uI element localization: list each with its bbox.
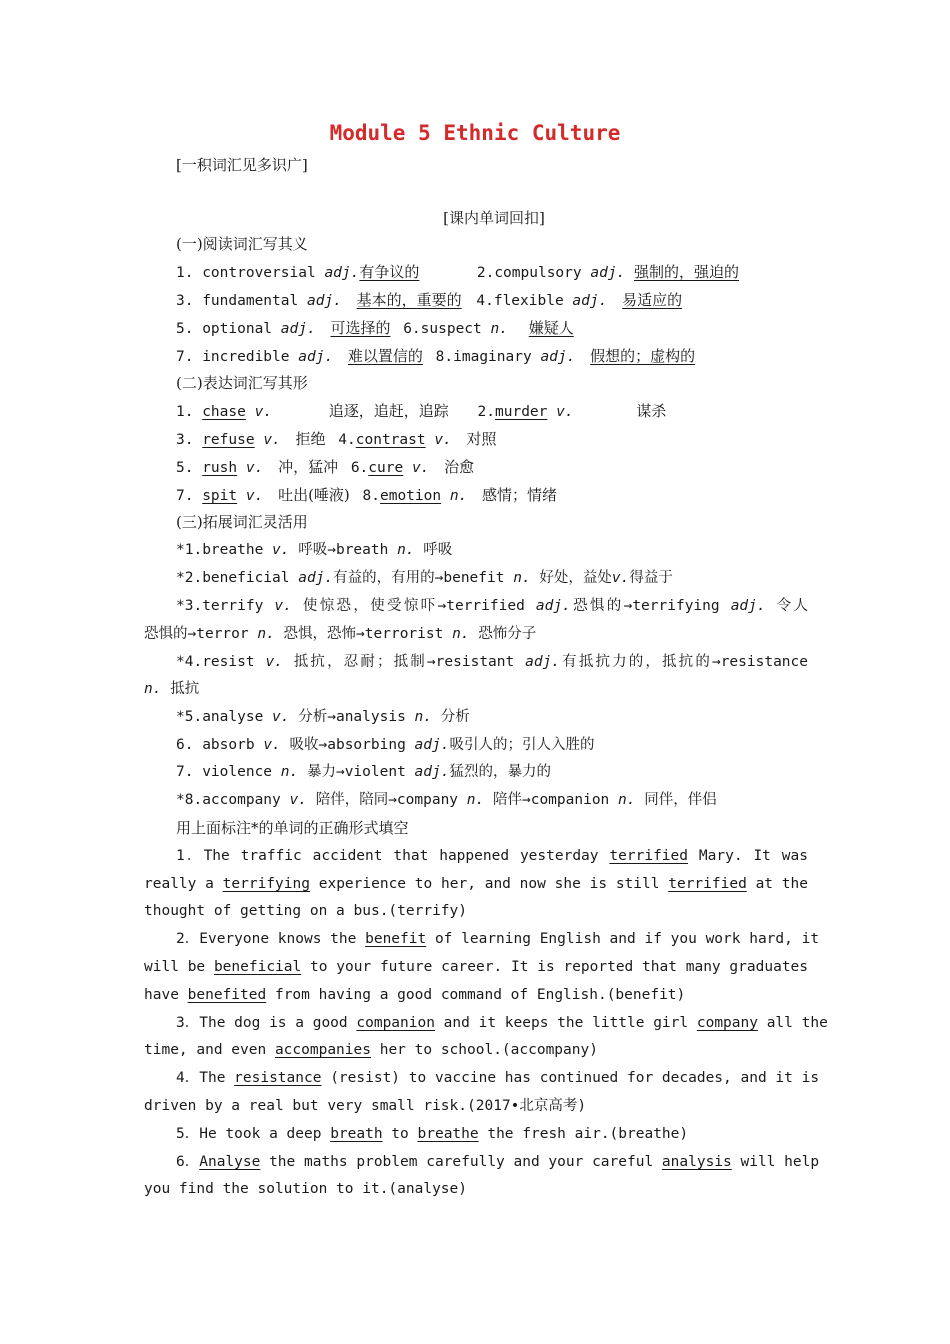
item-word: refuse xyxy=(202,432,255,448)
answer: breathe xyxy=(417,1126,479,1142)
pos-label: n. xyxy=(280,764,299,780)
text-run: 陪伴，陪同→company xyxy=(306,792,467,808)
answer: terrified xyxy=(668,876,747,892)
text-run: 恐怖分子 xyxy=(469,626,537,642)
item-word: chase xyxy=(202,404,246,420)
derivation-line xyxy=(176,734,840,756)
item-num: 1. xyxy=(176,265,194,281)
item-num: 5. xyxy=(176,460,194,476)
vocab-row xyxy=(176,289,840,311)
vocab-row xyxy=(176,317,840,339)
text-run: 暴力→violent xyxy=(298,764,415,780)
text-run: 分析→analysis xyxy=(289,709,415,725)
item-meaning: 吐出(唾液) xyxy=(278,486,350,504)
text-run: 呼吸→breath xyxy=(289,542,398,558)
item-pos: adj. xyxy=(324,265,360,281)
answer: beneficial xyxy=(213,959,302,975)
text-run: *8.accompany xyxy=(176,792,290,808)
text-run: 分析 xyxy=(432,709,470,725)
exercise-instruction: 用上面标注*的单词的正确形式填空 xyxy=(176,819,409,837)
text-run: will help xyxy=(731,1154,820,1170)
item-num: 4. xyxy=(476,293,494,309)
vocab-row xyxy=(176,261,840,283)
pos-label: adj. xyxy=(414,764,450,780)
pos-label: v. xyxy=(272,542,290,558)
derivation-line xyxy=(144,623,808,645)
derivation-line xyxy=(176,789,840,811)
answer: accompanies xyxy=(274,1042,371,1058)
item-num: 3. xyxy=(176,293,194,309)
pos-label: v. xyxy=(265,654,283,670)
item-meaning: 感情；情绪 xyxy=(482,486,558,504)
text-run: 有益的，有用的→benefit xyxy=(333,570,514,586)
text-run: 抵抗，忍耐；抵制→resistant xyxy=(282,654,526,670)
item-num: 6. xyxy=(403,321,421,337)
item-word: spit xyxy=(202,488,238,504)
text-run: 有抵抗力的，抵抗的→resistance xyxy=(560,654,808,670)
item-meaning: 强制的，强迫的 xyxy=(634,263,740,281)
answer: Analyse xyxy=(199,1154,261,1170)
text-run: 吸引人的；引人入胜的 xyxy=(449,737,595,753)
text-run: 6． xyxy=(176,1154,200,1170)
derivation-line xyxy=(176,539,840,561)
text-run: 好处，益处 xyxy=(530,570,612,586)
text-run: her to school.(accompany) xyxy=(370,1042,598,1058)
text-run: *2.beneficial xyxy=(176,570,299,586)
part2-heading: (二)表达词汇写其形 xyxy=(176,374,308,392)
derivation-line xyxy=(176,706,840,728)
exercise-line xyxy=(176,1067,820,1089)
text-run: from having a good command of English.(benefit) xyxy=(266,987,686,1003)
text-run: 同伴，伴侣 xyxy=(635,792,717,808)
item-pos: v. xyxy=(263,432,281,448)
item-word: cure xyxy=(368,460,404,476)
pos-label: n. xyxy=(452,626,470,642)
item-num: 7. xyxy=(176,488,194,504)
text-run: 抵抗 xyxy=(161,681,200,697)
text-run: 恐惧的→terror xyxy=(144,626,258,642)
text-run: 令人 xyxy=(765,598,808,614)
derivation-line xyxy=(176,595,808,617)
item-word: suspect xyxy=(420,321,482,337)
item-pos: n. xyxy=(490,321,508,337)
text-run: have xyxy=(144,987,188,1003)
item-meaning: 追逐，追赶，追踪 xyxy=(328,402,449,420)
item-meaning: 难以置信的 xyxy=(347,347,423,365)
item-pos: adj. xyxy=(540,349,576,365)
text-run: experience to her, and now she is still xyxy=(309,876,669,892)
text-run: 恐惧的→terrifying xyxy=(570,598,731,614)
text-run: 1．The traffic accident that happened yesterday xyxy=(176,848,610,864)
text-run: the maths problem carefully and your careful xyxy=(260,1154,662,1170)
pos-label: adj. xyxy=(535,598,571,614)
item-num: 6. xyxy=(350,460,369,476)
pos-label: n. xyxy=(397,542,415,558)
pos-label: adj. xyxy=(414,737,450,753)
exercise-line xyxy=(176,928,820,950)
derivation-line xyxy=(176,651,808,673)
text-run: at the xyxy=(746,876,808,892)
item-word: fundamental xyxy=(202,293,299,309)
item-pos: adj. xyxy=(298,349,334,365)
page-title: Module 5 Ethnic Culture xyxy=(329,121,621,145)
answer: company xyxy=(696,1015,758,1031)
item-pos: n. xyxy=(449,488,468,504)
vocab-row xyxy=(176,484,840,506)
exercise-line xyxy=(144,873,808,895)
answer: companion xyxy=(356,1015,435,1031)
exercise-line xyxy=(144,1039,808,1061)
item-meaning: 基本的，重要的 xyxy=(356,291,462,309)
item-num: 8. xyxy=(435,349,454,365)
text-run: 7. violence xyxy=(176,764,281,780)
text-run: 猛烈的，暴力的 xyxy=(449,764,551,780)
text-run: *4.resist xyxy=(176,654,266,670)
item-pos: v. xyxy=(434,432,452,448)
answer: benefit xyxy=(365,931,427,947)
text-run: to your future career. It is reported that many graduates xyxy=(301,959,809,975)
item-num: 7. xyxy=(176,349,194,365)
part1-heading: (一)阅读词汇写其义 xyxy=(176,235,308,253)
answer: benefited xyxy=(187,987,267,1003)
item-word: murder xyxy=(495,404,548,420)
derivation-line xyxy=(176,567,840,589)
answer: terrifying xyxy=(222,876,310,892)
item-pos: v. xyxy=(245,460,264,476)
text-run: of learning English and if you work hard, it xyxy=(426,931,820,947)
text-run: to xyxy=(382,1126,418,1142)
item-meaning: 冲，猛冲 xyxy=(278,458,339,476)
text-run: all the xyxy=(757,1015,828,1031)
item-pos: v. xyxy=(411,460,430,476)
section-header: [一积词汇见多识广] xyxy=(176,156,308,174)
item-num: 4. xyxy=(338,432,356,448)
vocab-row xyxy=(176,428,840,450)
exercise-line: you find the solution to it.(analyse) xyxy=(144,1181,468,1197)
exercise-line xyxy=(144,956,808,978)
item-word: emotion xyxy=(379,488,442,504)
pos-label: v. xyxy=(289,792,307,808)
pos-label: adj. xyxy=(298,570,334,586)
answer: terrified xyxy=(609,848,688,864)
text-run: 6. absorb xyxy=(176,737,264,753)
pos-label: adj. xyxy=(525,654,561,670)
text-run: 得益于 xyxy=(629,570,673,586)
text-run: (resist) to vaccine has continued for decades, and it is xyxy=(321,1070,820,1086)
item-num: 1. xyxy=(176,404,194,420)
exercise-line xyxy=(176,1151,820,1173)
text-run: the fresh air.(breathe) xyxy=(478,1126,689,1142)
text-run: 3．The dog is a good xyxy=(176,1015,357,1031)
item-word: optional xyxy=(202,321,273,337)
pos-label: n. xyxy=(414,709,432,725)
part3-heading: (三)拓展词汇灵活用 xyxy=(176,513,308,531)
item-pos: v. xyxy=(556,404,574,420)
item-num: 2. xyxy=(476,265,495,281)
item-word: controversial xyxy=(202,265,316,281)
item-num: 3. xyxy=(176,432,194,448)
item-meaning: 可选择的 xyxy=(330,319,391,337)
text-run: 吸收→absorbing xyxy=(280,737,415,753)
item-meaning: 有争议的 xyxy=(359,263,420,281)
text-run: 2．Everyone knows the xyxy=(176,931,366,947)
item-meaning: 易适应的 xyxy=(622,291,683,309)
vocab-row xyxy=(176,345,840,367)
answer: breath xyxy=(330,1126,383,1142)
item-pos: adj. xyxy=(306,293,342,309)
pos-label: v. xyxy=(611,570,630,586)
item-pos: adj. xyxy=(590,265,626,281)
item-word: compulsory xyxy=(494,265,582,281)
item-pos: adj. xyxy=(280,321,316,337)
text-run: really a xyxy=(144,876,223,892)
exercise-line xyxy=(176,845,808,867)
text-run: will be xyxy=(144,959,214,975)
item-meaning: 治愈 xyxy=(444,458,475,476)
pos-label: v. xyxy=(274,598,292,614)
pos-label: n. xyxy=(144,681,162,697)
item-num: 8. xyxy=(362,488,380,504)
item-pos: adj. xyxy=(572,293,608,309)
item-meaning: 嫌疑人 xyxy=(528,319,574,337)
text-run: Mary. It was xyxy=(688,848,808,864)
vocab-row xyxy=(176,456,840,478)
pos-label: n. xyxy=(466,792,485,808)
text-run: time, and even xyxy=(144,1042,275,1058)
item-word: incredible xyxy=(202,349,290,365)
derivation-line xyxy=(144,678,808,700)
pos-label: v. xyxy=(263,737,281,753)
item-word: contrast xyxy=(355,432,426,448)
exercise-line xyxy=(176,1012,828,1034)
text-run: 4．The xyxy=(176,1070,235,1086)
sub-header: [课内单词回扣] xyxy=(443,209,545,227)
derivation-line xyxy=(176,761,840,783)
pos-label: adj. xyxy=(730,598,766,614)
text-run: *5.analyse xyxy=(176,709,273,725)
text-run: 使惊恐，使受惊吓→terrified xyxy=(291,598,536,614)
item-word: rush xyxy=(202,460,238,476)
item-word: imaginary xyxy=(453,349,532,365)
text-run: 恐惧，恐怖→terrorist xyxy=(274,626,453,642)
item-word: flexible xyxy=(493,293,564,309)
exercise-line xyxy=(144,984,808,1006)
exercise-line xyxy=(176,1123,840,1145)
item-num: 2. xyxy=(477,404,496,420)
item-meaning: 谋杀 xyxy=(636,402,667,420)
item-num: 5. xyxy=(176,321,194,337)
item-pos: v. xyxy=(245,488,264,504)
answer: analysis xyxy=(661,1154,732,1170)
pos-label: n. xyxy=(513,570,531,586)
pos-label: n. xyxy=(618,792,636,808)
text-run: *1.breathe xyxy=(176,542,273,558)
exercise-line: thought of getting on a bus.(terrify) xyxy=(144,903,468,919)
pos-label: n. xyxy=(257,626,275,642)
text-run: *3.terrify xyxy=(176,598,275,614)
text-run: 陪伴→companion xyxy=(484,792,619,808)
text-run: and it keeps the little girl xyxy=(434,1015,697,1031)
item-meaning: 假想的；虚构的 xyxy=(590,347,696,365)
item-pos: v. xyxy=(254,404,273,420)
item-meaning: 对照 xyxy=(466,430,497,448)
text-run: 5．He took a deep xyxy=(176,1126,331,1142)
pos-label: v. xyxy=(272,709,290,725)
text-run: 呼吸 xyxy=(414,542,453,558)
item-meaning: 拒绝 xyxy=(295,430,326,448)
vocab-row xyxy=(176,400,840,422)
answer: resistance xyxy=(234,1070,322,1086)
exercise-line: driven by a real but very small risk.(2017•北京高考) xyxy=(144,1098,587,1114)
